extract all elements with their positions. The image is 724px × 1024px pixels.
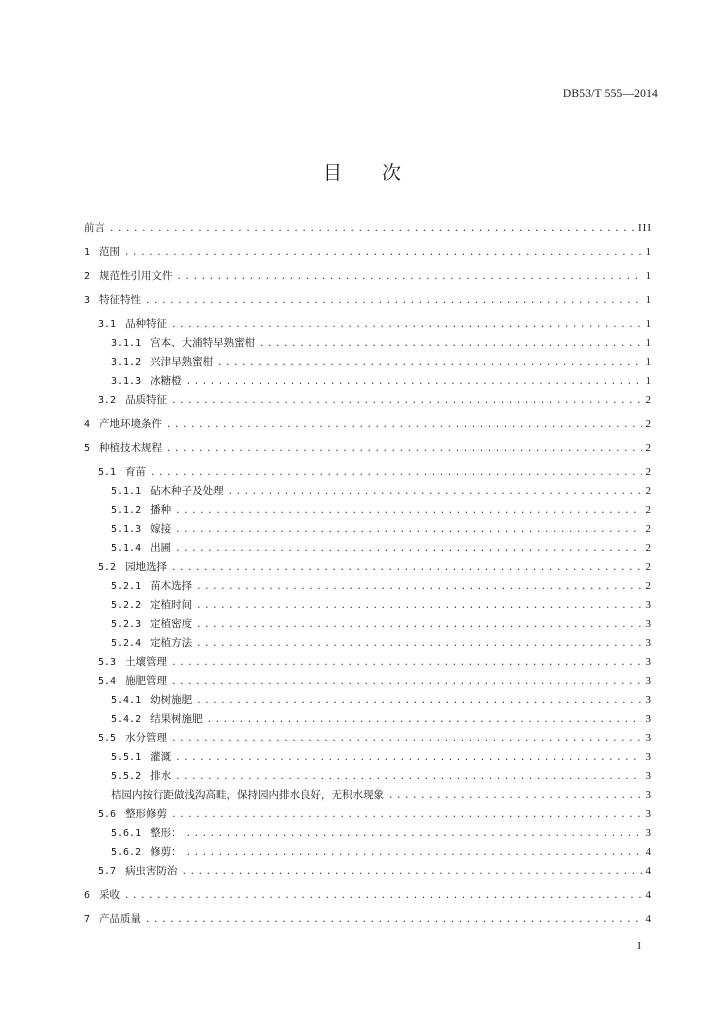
toc-entry[interactable] xyxy=(84,353,652,372)
toc-dot-leader xyxy=(166,416,641,435)
toc-dot-leader xyxy=(177,268,642,287)
toc-entry-label: 桔园内按行距做浅沟高畦，保持园内排水良好，无积水现象 xyxy=(111,789,384,801)
toc-entry-label: 土壤管理 xyxy=(125,656,168,668)
toc-entry[interactable] xyxy=(84,615,652,634)
standard-code: DB53/T 555—2014 xyxy=(562,88,658,100)
toc-entry[interactable] xyxy=(84,463,652,482)
toc-entry-number: 5.2.1 xyxy=(111,581,142,592)
toc-dot-leader xyxy=(166,440,641,459)
toc-entry-number: 3.1 xyxy=(98,319,117,330)
toc-entry-number: 5.7 xyxy=(98,866,117,877)
toc-entry-page: 3 xyxy=(645,770,652,782)
toc-entry-label: 兴津早熟蜜柑 xyxy=(150,356,214,368)
toc-entry-number: 5.5.2 xyxy=(111,771,142,782)
toc-entry-page: 2 xyxy=(645,466,652,478)
toc-entry-label: 整形修剪 xyxy=(125,808,168,820)
toc-entry-label: 水分管理 xyxy=(125,732,168,744)
toc-entry-label: 园地选择 xyxy=(125,561,168,573)
toc-entry[interactable] xyxy=(84,672,652,691)
toc-entry-page: 1 xyxy=(645,294,652,306)
toc-entry[interactable] xyxy=(84,439,652,458)
toc-entry[interactable] xyxy=(84,824,652,843)
toc-entry-number: 5.3 xyxy=(98,657,117,668)
toc-entry[interactable] xyxy=(84,805,652,824)
toc-entry-label: 品种特征 xyxy=(125,318,168,330)
toc-dot-leader xyxy=(124,244,641,263)
toc-entry-number: 5.2 xyxy=(98,562,117,573)
toc-entry-page: 1 xyxy=(645,270,652,282)
toc-entry[interactable] xyxy=(84,415,652,434)
toc-entry-label: 特征特性 xyxy=(99,294,142,306)
toc-dot-leader xyxy=(186,844,642,863)
toc-entry[interactable] xyxy=(84,843,652,862)
toc-entry-number: 5.1.4 xyxy=(111,543,142,554)
toc-dot-leader xyxy=(124,887,641,906)
toc-entry-page: 3 xyxy=(645,599,652,611)
toc-entry[interactable] xyxy=(84,691,652,710)
toc-dot-leader xyxy=(171,730,641,749)
toc-entry-number: 1 xyxy=(84,247,91,258)
toc-dot-leader xyxy=(186,825,642,844)
toc-entry-label: 冰糖橙 xyxy=(150,375,182,387)
toc-entry-label: 结果树施肥 xyxy=(150,713,203,725)
toc-dot-leader xyxy=(171,806,641,825)
toc-entry[interactable] xyxy=(84,219,652,238)
toc-dot-leader xyxy=(388,787,642,806)
toc-dot-leader xyxy=(150,464,641,483)
toc-entry-label: 病虫害防治 xyxy=(125,865,178,877)
toc-entry-page: 3 xyxy=(645,827,652,839)
toc-entry[interactable] xyxy=(84,786,652,805)
toc-dot-leader xyxy=(109,220,634,239)
toc-entry-label: 苗木选择 xyxy=(150,580,193,592)
toc-entry-label: 范围 xyxy=(99,246,121,258)
toc-entry-page: 2 xyxy=(645,418,652,430)
toc-entry-number: 5.1.2 xyxy=(111,505,142,516)
toc-entry-number: 5.4.1 xyxy=(111,695,142,706)
toc-entry-label: 幼树施肥 xyxy=(150,694,193,706)
toc-dot-leader xyxy=(145,292,641,311)
toc-entry-label: 品质特征 xyxy=(125,394,168,406)
toc-entry-page: 2 xyxy=(645,580,652,592)
toc-entry[interactable] xyxy=(84,267,652,286)
toc-entry[interactable] xyxy=(84,634,652,653)
toc-entry[interactable] xyxy=(84,710,652,729)
title-char-1: 目 xyxy=(322,162,342,184)
toc-entry-page: 4 xyxy=(645,889,652,901)
table-of-contents xyxy=(84,219,652,929)
toc-entry-page: 3 xyxy=(645,713,652,725)
toc-entry-page: 3 xyxy=(645,808,652,820)
toc-entry-page: 3 xyxy=(645,694,652,706)
toc-entry-page: 1 xyxy=(645,337,652,349)
toc-dot-leader xyxy=(171,316,641,335)
toc-entry-number: 5 xyxy=(84,443,91,454)
toc-dot-leader xyxy=(196,635,641,654)
toc-entry-page: 1 xyxy=(645,356,652,368)
toc-dot-leader xyxy=(182,863,642,882)
toc-entry-number: 3.2 xyxy=(98,395,117,406)
toc-entry-page: 4 xyxy=(645,865,652,877)
toc-entry-number: 2 xyxy=(84,271,91,282)
toc-entry-number: 5.6.1 xyxy=(111,828,142,839)
toc-entry-page: 2 xyxy=(645,523,652,535)
toc-entry[interactable] xyxy=(84,558,652,577)
toc-entry-page: 3 xyxy=(645,789,652,801)
toc-entry-label: 出圃 xyxy=(150,542,172,554)
toc-entry-page: 4 xyxy=(645,846,652,858)
toc-entry-number: 5.1.3 xyxy=(111,524,142,535)
toc-dot-leader xyxy=(175,540,641,559)
toc-entry-label: 产品质量 xyxy=(99,913,142,925)
toc-entry-label: 排水 xyxy=(150,770,172,782)
toc-dot-leader xyxy=(175,502,641,521)
toc-entry-label: 宫本、大浦特早熟蜜柑 xyxy=(150,337,256,349)
toc-entry[interactable] xyxy=(84,391,652,410)
toc-entry[interactable] xyxy=(84,729,652,748)
toc-dot-leader xyxy=(175,749,641,768)
toc-entry-label: 定植方法 xyxy=(150,637,193,649)
toc-entry[interactable] xyxy=(84,653,652,672)
toc-entry[interactable] xyxy=(84,539,652,558)
toc-entry[interactable] xyxy=(84,767,652,786)
toc-entry-page: 4 xyxy=(645,913,652,925)
toc-entry-label: 定植时间 xyxy=(150,599,193,611)
toc-dot-leader xyxy=(196,597,641,616)
toc-entry-page: 2 xyxy=(645,394,652,406)
toc-entry-label: 施肥管理 xyxy=(125,675,168,687)
toc-entry-number: 5.2.2 xyxy=(111,600,142,611)
toc-entry-label: 前言 xyxy=(84,222,105,234)
toc-dot-leader xyxy=(175,521,641,540)
toc-entry-number: 5.1.1 xyxy=(111,486,142,497)
toc-entry-number: 6 xyxy=(84,890,91,901)
toc-entry[interactable] xyxy=(84,482,652,501)
toc-entry[interactable] xyxy=(84,315,652,334)
toc-entry-label: 修剪： xyxy=(150,846,182,858)
toc-entry-label: 定植密度 xyxy=(150,618,193,630)
toc-entry-label: 整形： xyxy=(150,827,182,839)
toc-entry[interactable] xyxy=(84,862,652,881)
toc-entry-label: 砧木种子及处理 xyxy=(150,485,224,497)
toc-entry-label: 种植技术规程 xyxy=(99,442,163,454)
toc-entry-number: 5.6 xyxy=(98,809,117,820)
toc-entry-label: 嫁接 xyxy=(150,523,172,535)
toc-entry-page: 2 xyxy=(645,442,652,454)
toc-entry-page: 3 xyxy=(645,732,652,744)
toc-entry-page: 1 xyxy=(645,318,652,330)
toc-dot-leader xyxy=(171,392,641,411)
toc-entry-page: 3 xyxy=(645,656,652,668)
toc-entry-page: III xyxy=(638,222,652,234)
toc-entry-page: 3 xyxy=(645,618,652,630)
toc-entry[interactable] xyxy=(84,501,652,520)
toc-entry[interactable] xyxy=(84,910,652,929)
toc-entry-label: 规范性引用文件 xyxy=(99,270,173,282)
toc-dot-leader xyxy=(196,616,641,635)
toc-entry-number: 3.1.3 xyxy=(111,376,142,387)
toc-entry-page: 2 xyxy=(645,504,652,516)
toc-dot-leader xyxy=(175,768,641,787)
toc-entry-number: 5.2.3 xyxy=(111,619,142,630)
toc-entry-page: 2 xyxy=(645,485,652,497)
toc-entry[interactable] xyxy=(84,748,652,767)
toc-entry[interactable] xyxy=(84,886,652,905)
toc-dot-leader xyxy=(145,911,641,930)
toc-entry-page: 1 xyxy=(645,375,652,387)
toc-entry-page: 3 xyxy=(645,637,652,649)
toc-entry-number: 5.5 xyxy=(98,733,117,744)
toc-entry-label: 播种 xyxy=(150,504,172,516)
toc-entry-page: 3 xyxy=(645,751,652,763)
toc-entry-label: 采收 xyxy=(99,889,121,901)
toc-dot-leader xyxy=(171,654,641,673)
toc-entry[interactable] xyxy=(84,520,652,539)
toc-entry-label: 灌溉 xyxy=(150,751,172,763)
toc-entry-number: 5.1 xyxy=(98,467,117,478)
toc-entry-label: 育苗 xyxy=(125,466,147,478)
toc-entry[interactable] xyxy=(84,577,652,596)
toc-entry[interactable] xyxy=(84,596,652,615)
toc-dot-leader xyxy=(259,335,641,354)
toc-entry-number: 3.1.1 xyxy=(111,338,142,349)
toc-dot-leader xyxy=(171,673,641,692)
toc-entry-number: 4 xyxy=(84,419,91,430)
toc-entry-number: 7 xyxy=(84,914,91,925)
toc-entry-label: 产地环境条件 xyxy=(99,418,163,430)
toc-entry[interactable] xyxy=(84,372,652,391)
toc-entry-number: 5.4.2 xyxy=(111,714,142,725)
toc-entry-page: 1 xyxy=(645,246,652,258)
toc-entry-number: 3 xyxy=(84,295,91,306)
toc-entry-number: 5.4 xyxy=(98,676,117,687)
toc-dot-leader xyxy=(196,578,641,597)
toc-entry-number: 5.6.2 xyxy=(111,847,142,858)
toc-entry[interactable] xyxy=(84,291,652,310)
page-title xyxy=(0,158,724,185)
page-number: I xyxy=(637,940,641,952)
toc-dot-leader xyxy=(228,483,642,502)
toc-entry-number: 5.5.1 xyxy=(111,752,142,763)
toc-entry[interactable] xyxy=(84,243,652,262)
toc-entry-page: 3 xyxy=(645,675,652,687)
toc-entry-number: 5.2.4 xyxy=(111,638,142,649)
toc-entry-page: 2 xyxy=(645,542,652,554)
toc-entry[interactable] xyxy=(84,334,652,353)
toc-dot-leader xyxy=(196,692,641,711)
toc-entry-page: 2 xyxy=(645,561,652,573)
toc-entry-number: 3.1.2 xyxy=(111,357,142,368)
toc-dot-leader xyxy=(207,711,642,730)
toc-dot-leader xyxy=(171,559,641,578)
toc-dot-leader xyxy=(186,373,642,392)
toc-dot-leader xyxy=(217,354,641,373)
title-char-2: 次 xyxy=(382,162,402,184)
